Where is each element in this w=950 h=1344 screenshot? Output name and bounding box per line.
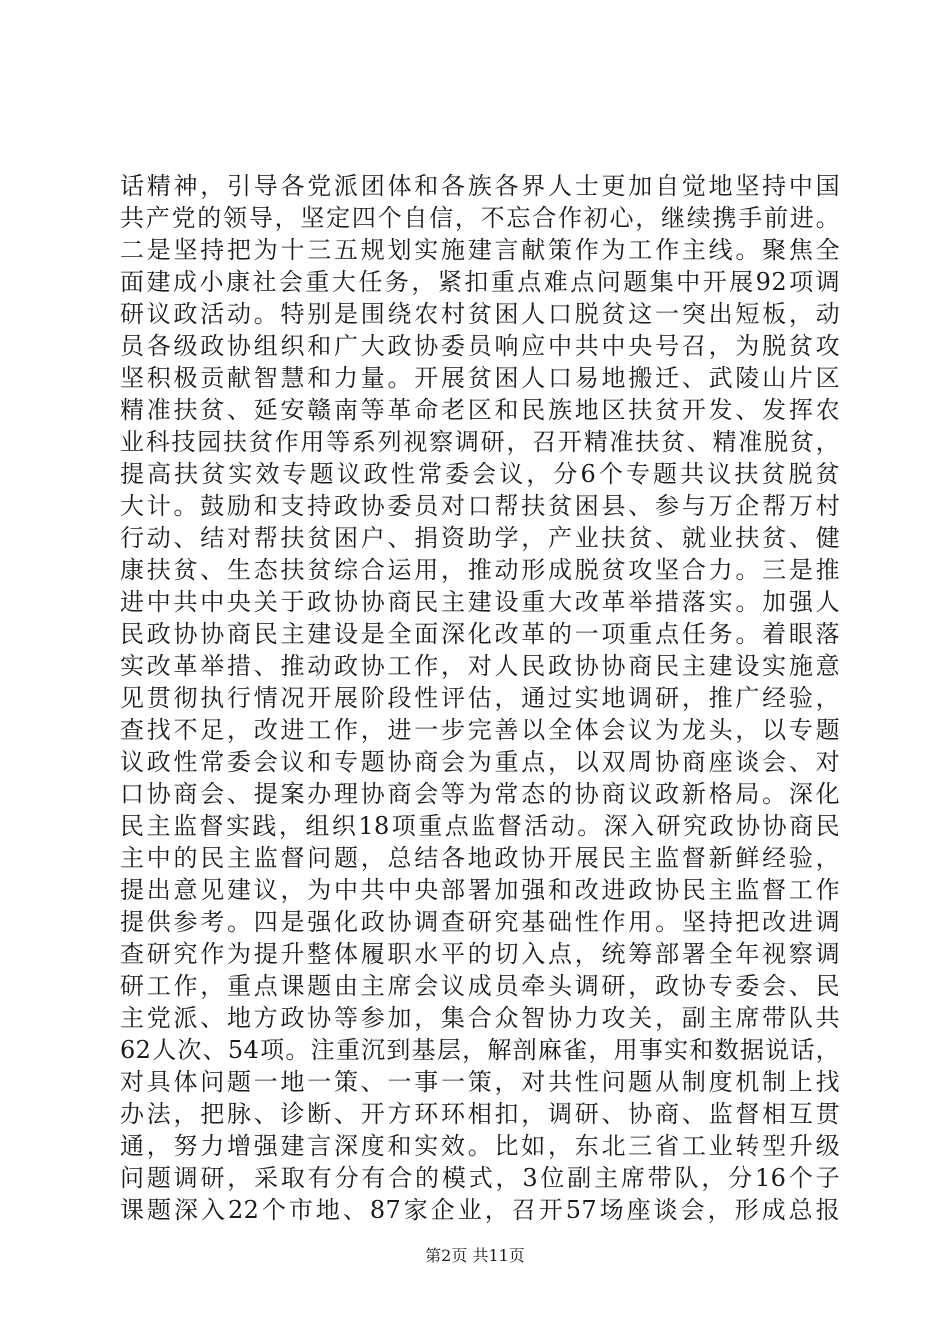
text-line: 话精神，引导各党派团体和各族各界人士更加自觉地坚持中国 [120, 172, 840, 200]
text-line: 员各级政协组织和广大政协委员响应中共中央号召，为脱贫攻 [120, 332, 840, 360]
text-line: 通，努力增强建言深度和实效。比如，东北三省工业转型升级 [120, 1132, 840, 1160]
text-line: 进中共中央关于政协协商民主建设重大改革举措落实。加强人 [120, 588, 840, 616]
text-line: 对具体问题一地一策、一事一策，对共性问题从制度机制上找 [120, 1068, 840, 1096]
text-line: 办法，把脉、诊断、开方环环相扣，调研、协商、监督相互贯 [120, 1100, 840, 1128]
text-line: 康扶贫、生态扶贫综合运用，推动形成脱贫攻坚合力。三是推 [120, 556, 840, 584]
text-line: 研议政活动。特别是围绕农村贫困人口脱贫这一突出短板，动 [120, 300, 840, 328]
text-line: 民政协协商民主建设是全面深化改革的一项重点任务。着眼落 [120, 620, 840, 648]
text-line: 坚积极贡献智慧和力量。开展贫困人口易地搬迁、武陵山片区 [120, 364, 840, 392]
text-line: 查找不足，改进工作，进一步完善以全体会议为龙头，以专题 [120, 716, 840, 744]
text-line: 提高扶贫实效专题议政性常委会议，分6个专题共议扶贫脱贫 [120, 460, 840, 488]
text-line: 见贯彻执行情况开展阶段性评估，通过实地调研，推广经验， [120, 684, 840, 712]
text-line: 共产党的领导，坚定四个自信，不忘合作初心，继续携手前进。 [120, 204, 840, 232]
text-line: 面建成小康社会重大任务，紧扣重点难点问题集中开展92项调 [120, 268, 840, 296]
text-line: 大计。鼓励和支持政协委员对口帮扶贫困县、参与万企帮万村 [120, 492, 840, 520]
text-line: 研工作，重点课题由主席会议成员牵头调研，政协专委会、民 [120, 972, 840, 1000]
text-line: 课题深入22个市地、87家企业，召开57场座谈会，形成总报 [120, 1196, 840, 1224]
text-line: 查研究作为提升整体履职水平的切入点，统筹部署全年视察调 [120, 940, 840, 968]
text-line: 主中的民主监督问题，总结各地政协开展民主监督新鲜经验， [120, 844, 840, 872]
text-line: 提出意见建议，为中共中央部署加强和改进政协民主监督工作 [120, 876, 840, 904]
text-line: 行动、结对帮扶贫困户、捐资助学，产业扶贫、就业扶贫、健 [120, 524, 840, 552]
body-text [120, 170, 840, 1226]
text-line: 二是坚持把为十三五规划实施建言献策作为工作主线。聚焦全 [120, 236, 840, 264]
text-line: 问题调研，采取有分有合的模式，3位副主席带队，分16个子 [120, 1164, 840, 1192]
text-line: 业科技园扶贫作用等系列视察调研，召开精准扶贫、精准脱贫， [120, 428, 840, 456]
text-line: 议政性常委会议和专题协商会为重点，以双周协商座谈会、对 [120, 748, 840, 776]
text-line: 民主监督实践，组织18项重点监督活动。深入研究政协协商民 [120, 812, 840, 840]
text-line: 提供参考。四是强化政协调查研究基础性作用。坚持把改进调 [120, 908, 840, 936]
text-line: 实改革举措、推动政协工作，对人民政协协商民主建设实施意 [120, 652, 840, 680]
page-footer: 第2页 共11页 [425, 1246, 525, 1265]
text-line: 口协商会、提案办理协商会等为常态的协商议政新格局。深化 [120, 780, 840, 808]
text-line: 62人次、54项。注重沉到基层，解剖麻雀，用事实和数据说话， [120, 1036, 840, 1064]
text-line: 精准扶贫、延安赣南等革命老区和民族地区扶贫开发、发挥农 [120, 396, 840, 424]
text-line: 主党派、地方政协等参加，集合众智协力攻关，副主席带队共 [120, 1004, 840, 1032]
